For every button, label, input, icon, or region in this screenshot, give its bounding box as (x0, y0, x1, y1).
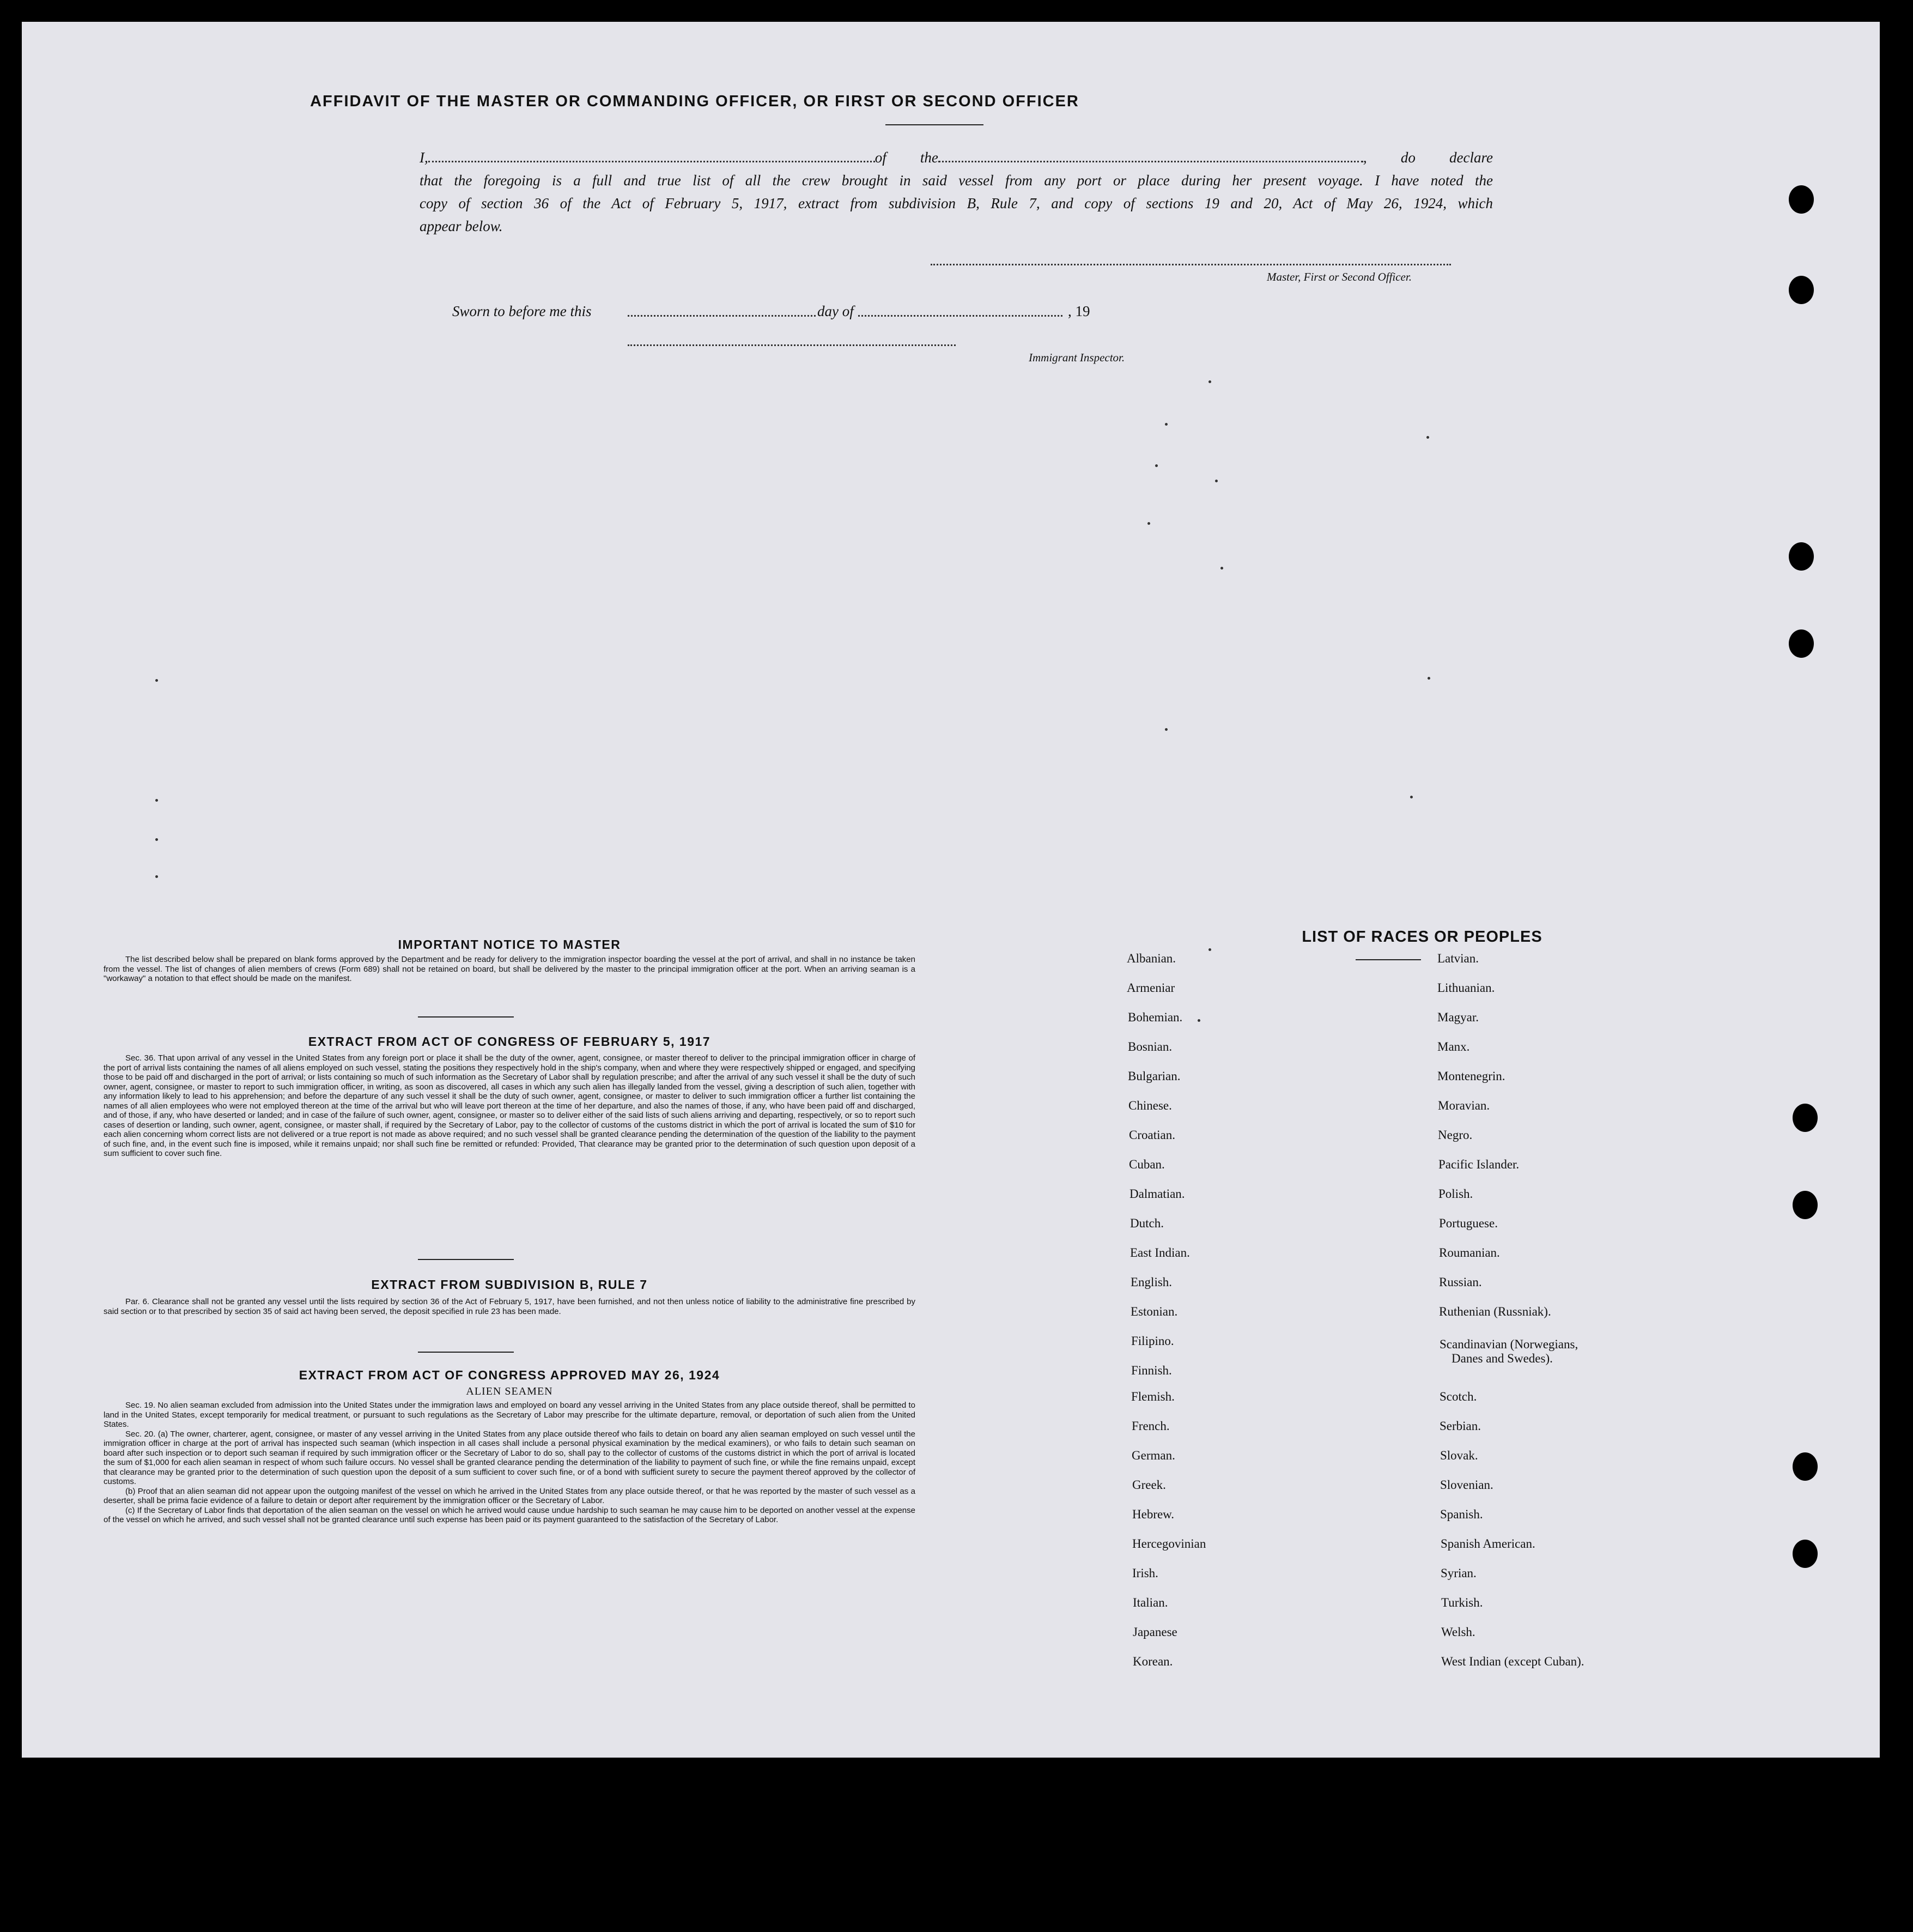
race-item: Filipino. (1131, 1334, 1174, 1348)
alien-seamen-subtitle: ALIEN SEAMEN (466, 1385, 553, 1397)
notice-title: IMPORTANT NOTICE TO MASTER (398, 937, 621, 952)
section-20a-paragraph: Sec. 20. (a) The owner, charterer, agent, consignee, or master of any vessel arriving in the United States from any place outside thereof who fails to detain on board any alien seaman employed on such vessel until the immigration officer in charge at the port of arrival has inspected such seaman (which inspection in all cases shall include a personal physical examination by the medical examiners), or who fails to detain such seaman on board after such inspection or to deport such seaman if required by such immigration officer or the Secretary of Labor to do so, shall pay to the collector of customs of the customs district in which the port of arrival is located the sum of $1,000 for each alien seaman in respect of whom such failure occurs. No vessel shall be granted clearance pending the determination of the liability to payment of such fine, or while the fine remains unpaid, except that clearance may be granted prior to the determination of such question upon the deposit of a sum sufficient to cover such fine, or of a bond with sufficient surety to secure the payment thereof approved by the collector of customs. (104, 1429, 915, 1486)
declaration-line-1 (420, 146, 1493, 169)
section-divider (418, 1352, 514, 1353)
scan-speck (155, 679, 158, 682)
inspector-signature-line[interactable] (628, 344, 956, 346)
race-item: Scotch. (1440, 1390, 1477, 1403)
race-item: Slovak. (1440, 1449, 1478, 1462)
sworn-day-field-line[interactable] (628, 315, 816, 317)
form-sheet (22, 22, 1880, 1758)
race-item: Hercegovinian (1132, 1537, 1206, 1551)
name-field-line[interactable] (428, 161, 875, 162)
scan-speck (1220, 567, 1223, 570)
races-list-title: LIST OF RACES OR PEOPLES (1302, 928, 1542, 946)
affidavit-title: AFFIDAVIT OF THE MASTER OR COMMANDING OFFICER, OR FIRST OR SECOND OFFICER (310, 93, 1079, 110)
race-item: French. (1132, 1419, 1170, 1433)
scan-speck (1147, 522, 1150, 525)
race-item: Pacific Islander. (1438, 1158, 1520, 1171)
race-item: Dalmatian. (1129, 1187, 1185, 1201)
race-item: Manx. (1437, 1040, 1470, 1053)
race-item: Polish. (1438, 1187, 1473, 1201)
punch-hole (1793, 1540, 1818, 1568)
declaration-i-label: I, (420, 149, 428, 166)
of-the-label: of the (874, 149, 938, 166)
race-item: Japanese (1133, 1625, 1177, 1639)
section-19-paragraph: Sec. 19. No alien seaman excluded from admission into the United States under the immigration laws and employed on board any vessel arriving in the United States from any place outside thereof, shall be permitted to land in the United States, except temporarily for medical treatment, or pursuant to such regulations as the Secretary of Labor may prescribe for the ultimate departure, removal, or deportation of such alien from the United States. (104, 1401, 915, 1429)
race-item: English. (1131, 1275, 1173, 1289)
scan-speck (1155, 464, 1158, 467)
race-item: Montenegrin. (1437, 1069, 1505, 1083)
race-item: Estonian. (1131, 1305, 1178, 1318)
race-item: Slovenian. (1440, 1478, 1493, 1492)
scan-speck (1165, 423, 1168, 426)
race-item: Irish. (1132, 1566, 1158, 1580)
rule-7-paragraph: Par. 6. Clearance shall not be granted any vessel until the lists required by section 36 of the Act of February 5, 1917, have been furnished, and not then unless notice of liability to the administrative fine prescribed by said section or to that prescribed by section 35 of said act having been served, the deposit specified in rule 23 has been made. (104, 1297, 915, 1316)
do-declare-label: , do declare (1363, 149, 1493, 166)
race-item: Negro. (1438, 1128, 1473, 1142)
race-item: Serbian. (1440, 1419, 1481, 1433)
scan-speck (155, 838, 158, 841)
race-item: Armeniar (1127, 981, 1175, 995)
notice-paragraph: The list described below shall be prepared on blank forms approved by the Department and be ready for delivery to the immigration inspector boarding the vessel at the port of arrival, and shall in no instance be taken from the vessel. The list of changes of alien members of crews (Form 689) shall not be retained on board, but shall be delivered by the master to the principal immigration officer at the port. When an arriving seaman is a "workaway" a notation to that effect should be made on the manifest. (104, 955, 915, 983)
scan-speck (1215, 480, 1218, 482)
sworn-label: Sworn to before me this (452, 303, 592, 319)
declaration-line-4: appear below. (420, 218, 503, 234)
declaration-line-2: that the foregoing is a full and true list of all the crew brought in said vessel from any port or place during her present voyage. I have noted the (420, 172, 1493, 189)
race-item: Syrian. (1441, 1566, 1477, 1580)
extract-1917-title: EXTRACT FROM ACT OF CONGRESS OF FEBRUARY 5, 1917 (308, 1034, 711, 1049)
race-item: Cuban. (1129, 1158, 1165, 1171)
race-item: Portuguese. (1439, 1216, 1498, 1230)
day-of-label: day of (817, 303, 854, 319)
race-item: German. (1132, 1449, 1175, 1462)
race-item: Spanish. (1440, 1507, 1483, 1521)
master-signature-caption: Master, First or Second Officer. (1267, 270, 1412, 283)
punch-hole (1793, 1104, 1818, 1132)
scan-speck (1208, 948, 1211, 951)
scan-speck (1426, 436, 1429, 439)
punch-hole (1789, 276, 1814, 304)
extract-1917-text (104, 1053, 915, 1159)
race-item: Bohemian. (1128, 1010, 1183, 1024)
race-item: East Indian. (1130, 1246, 1190, 1259)
race-item: Danes and Swedes). (1452, 1352, 1553, 1365)
race-item: Scandinavian (Norwegians, (1440, 1337, 1578, 1351)
extract-rule7-text (104, 1297, 915, 1316)
punch-hole (1793, 1191, 1818, 1219)
scan-speck (155, 799, 158, 802)
extract-1924-text (104, 1401, 915, 1525)
race-item: Spanish American. (1441, 1537, 1535, 1551)
section-20c-paragraph: (c) If the Secretary of Labor finds that deportation of the alien seaman on the vessel on which he arrived would cause undue hardship to such seaman he may cause him to be deported on another vessel at the expense of the vessel on which he arrived, and such vessel shall not be granted clearance until such expense has been paid or its payment guaranteed to the satisfaction of the Secretary of Labor. (104, 1505, 915, 1524)
inspector-signature-caption: Immigrant Inspector. (1029, 351, 1125, 364)
race-item: Flemish. (1131, 1390, 1175, 1403)
race-item: Bosnian. (1128, 1040, 1173, 1053)
scan-speck (1208, 380, 1211, 383)
scan-speck (1165, 728, 1168, 731)
race-item: Greek. (1132, 1478, 1166, 1492)
race-item: Chinese. (1128, 1099, 1172, 1112)
race-item: Croatian. (1129, 1128, 1175, 1142)
race-item: Moravian. (1438, 1099, 1490, 1112)
declaration-line-3: copy of section 36 of the Act of February 5, 1917, extract from subdivision B, Rule 7, and copy of sections 19 and 20, Act of May 26, 1924, which (420, 195, 1493, 211)
title-divider (885, 124, 983, 125)
affidavit-declaration (420, 146, 1493, 238)
race-item: Korean. (1133, 1655, 1173, 1668)
section-20b-paragraph: (b) Proof that an alien seaman did not appear upon the outgoing manifest of the vessel on which he arrived in the United States from any place outside thereof, or that he was reported by the master of such vessel as a deserter, shall be prima facie evidence of a failure to detain or deport after requirement by the immigration officer or the Secretary of Labor. (104, 1486, 915, 1505)
scan-speck (155, 875, 158, 878)
notice-text (104, 955, 915, 984)
punch-hole (1789, 629, 1814, 658)
races-title-divider (1356, 959, 1421, 960)
scan-speck (1428, 677, 1430, 680)
race-item: Latvian. (1437, 952, 1479, 965)
master-signature-line[interactable] (931, 264, 1451, 265)
race-item: Finnish. (1131, 1364, 1172, 1377)
extract-rule7-title: EXTRACT FROM SUBDIVISION B, RULE 7 (371, 1277, 648, 1292)
race-item: Bulgarian. (1128, 1069, 1181, 1083)
race-item: Hebrew. (1132, 1507, 1175, 1521)
scan-speck (1410, 796, 1413, 798)
race-item: Dutch. (1130, 1216, 1164, 1230)
vessel-field-line[interactable] (938, 161, 1363, 162)
section-36-paragraph: Sec. 36. That upon arrival of any vessel in the United States from any foreign port or place it shall be the duty of the owner, agent, consignee, or master thereof to deliver to the principal immigration officer in charge of the port of arrival lists containing the names of all aliens employed on such vessel, stating the positions they respectively hold in the ship's company, when and where they were respectively shipped or engaged, and specifying those to be paid off and discharged in the port of arrival; or lists containing so much of such information as the Secretary of Labor shall by regulation prescribe; and after the arrival of any such vessel it shall be the duty of such owner, agent, consignee, or master to report to such immigration officer, in writing, as soon as discovered, all cases in which any such alien has illegally landed from the vessel, giving a description of such alien, together with any information likely to lead to his apprehension; and before the departure of any such vessel it shall be the duty of such owner, agent, consignee, or master to deliver to such immigration officer a further list containing the names of all alien employees who were not employed thereon at the time of the arrival but who will leave port thereon at the time of her departure, and also the names of those, if any, who have been paid off and discharged, and of those, if any, who have deserted or landed; and in case of the failure of such owner, agent, consignee, or master so to deliver either of the said lists of such aliens arriving and departing, respectively, or so to report such cases of desertion or landing, such owner, agent, consignee, or master shall, if required by the Secretary of Labor, pay to the collector of customs of the customs district in which the port of arrival is located the sum of $10 for each alien concerning whom correct lists are not delivered or a true report is not made as above required; and no such vessel shall be granted clearance pending the determination of the question of the liability to the payment of such fine, and, in the event such fine is imposed, while it remains unpaid; nor shall such fine be remitted or refunded: Provided, That clearance may be granted prior to the determination of such question upon deposit of a sum sufficient to cover such fine. (104, 1053, 915, 1158)
race-item: Ruthenian (Russniak). (1439, 1305, 1551, 1318)
race-item: Lithuanian. (1437, 981, 1495, 995)
race-item: Albanian. (1127, 952, 1176, 965)
punch-hole (1789, 542, 1814, 571)
race-item: Italian. (1133, 1596, 1168, 1609)
punch-hole (1789, 185, 1814, 214)
race-item: Turkish. (1441, 1596, 1483, 1609)
race-item: Welsh. (1441, 1625, 1475, 1639)
sworn-month-field-line[interactable] (858, 315, 1062, 317)
extract-1924-title: EXTRACT FROM ACT OF CONGRESS APPROVED MAY 26, 1924 (299, 1368, 720, 1382)
scan-speck (1198, 1019, 1200, 1022)
race-item: Russian. (1439, 1275, 1482, 1289)
section-divider (418, 1259, 514, 1260)
race-item: West Indian (except Cuban). (1441, 1655, 1584, 1668)
race-item: Magyar. (1437, 1010, 1479, 1024)
race-item: Roumanian. (1439, 1246, 1500, 1259)
section-divider (418, 1016, 514, 1018)
sworn-year-label: , 19 (1068, 303, 1090, 319)
punch-hole (1793, 1452, 1818, 1481)
